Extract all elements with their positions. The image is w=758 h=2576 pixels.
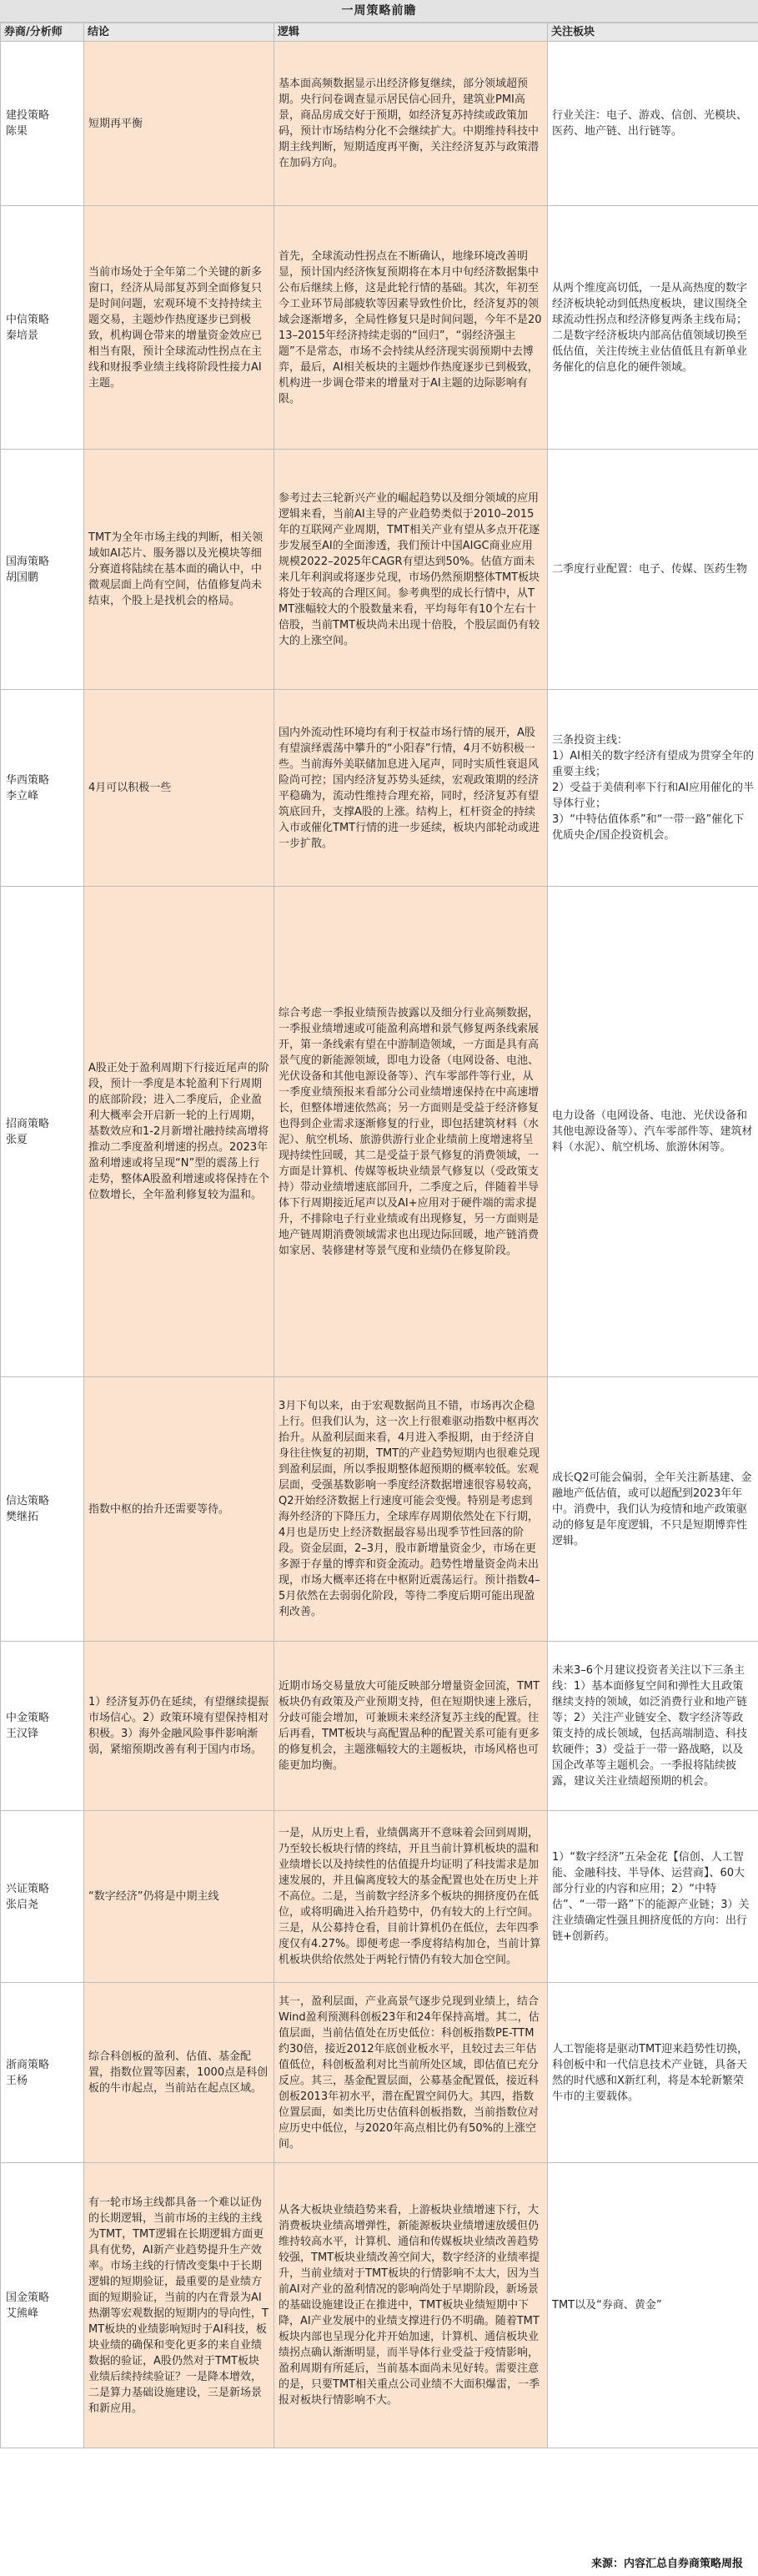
- sectors-cell: 1）“数字经济”五朵金花【信创、人工智能、金融科技、半导体、运营商】、60大部分行业的内容和应用；2）“中特估”、“一带一路”下的能源产业链；3）关注业绩确定性强且拥挤度低的方向：出行链+创新药。: [548, 1811, 758, 1983]
- firm-cell: 国金策略 艾熊峰: [1, 2163, 84, 2448]
- page-title: 一周策略前瞻: [0, 0, 758, 23]
- firm-cell: 信达策略 樊继拓: [1, 1377, 84, 1642]
- conclusion-cell: A股正处于盈利周期下行接近尾声的阶段，预计一季度是本轮盈利下行周期的底部阶段；进入二季度后，企业盈利大概率会开启新一轮的上行周期，基数效应和1-2月新增社融持续高增将推动二季度盈利增速的拐点。2023年盈利增速或将呈现“N”型的震荡上行走势，整体A股盈利增速或将保持在个位数增长，全年盈利修复较为温和。: [84, 887, 274, 1377]
- logic-cell: 基本面高频数据显示出经济修复继续，部分领域超预期。央行问卷调查显示居民信心回升，建筑业PMI高景，商品房成交好于预期，如经济复苏持续或政策加码，预计市场结构分化不会继续扩大。中期维持科技中期主线判断，短期适度再平衡，关注经济复苏与政策潜在加码方向。: [274, 42, 548, 206]
- table-row: [1, 206, 758, 450]
- source-note: 来源：内容汇总自券商策略周报: [590, 2558, 743, 2570]
- firm-cell: 兴证策略 张启尧: [1, 1811, 84, 1983]
- header-firm: 券商/分析师: [1, 23, 84, 42]
- logic-cell: 3月下旬以来，由于宏观数据尚且不错，市场再次企稳上行。但我们认为，这一次上行很难驱动指数中枢再次抬升。从盈利层面来看，4月进入季报期，由于经济自身往往恢复的初期，TMT的产业趋势短期内也很难兑现到盈利层面，所以季报期整体超预期的概率较低。宏观层面，受强基数影响一季度经济数据增速很容易较高，Q2开始经济数据上行速度可能会变慢。特别是考虑到海外经济的下降压力，全球库存周期依然处在下行期，4月也是历史上经济数据最容易出现季节性回落的阶段。资金层面，2–3月，股市新增量资金少，市场在更多源于存量的博弈和资金流动。趋势性增量资金尚未出现，市场大概率还将在中枢附近震荡运行。预计指数4–5月依然在去弱弱化阶段，等待二季度后期可能出现盈利改善。: [274, 1377, 548, 1642]
- table-row: [1, 450, 758, 690]
- conclusion-cell: “数字经济”仍将是中期主线: [84, 1811, 274, 1983]
- table-row: [1, 690, 758, 887]
- firm-cell: 中信策略 秦培景: [1, 206, 84, 450]
- logic-cell: 综合考虑一季报业绩预告披露以及细分行业高频数据，一季报业绩增速或可能盈利高增和景气修复两条线索展开，第一条线索有望在中游制造领域，一方面是具有高景气度的新能源领域，即电力设备（电网设备、电池、光伏设备和其他电源设备等）、汽车零部件等行业，从一季度业绩预报来看部分公司业绩增速保持在中高速增长，但整体增速依然高；另一方面则是受益于经济修复也得到企业需求逐渐修复的行业，即包括建筑材料（水泥）、航空机场、旅游供游行业企业绩前上度增速将呈现持续性回暖，其二是受益于景气修复的消费领域，一方面是计算机、传媒等板块业绩景气修复以（受政策支持）带动业绩增速底部回升，二季度之后，伴随着半导体下行周期接近尾声以及AI+应用对于硬件端的需求提升，不排除电子行业业绩或有出现修复，另一方面则是地产链周期消费领域需求也出现边际回暖，地产链消费如家居、装修建材等景气度和业绩仍在修复阶段。: [274, 887, 548, 1377]
- conclusion-cell: 当前市场处于全年第二个关键的新多窗口，经济从局部复苏到全面修复只是时间问题，宏观环境不支持持续主题交易，主题炒作热度逐步已到极致，机构调仓带来的增量资金效应已相当有限，预计全球流动性拐点在主线和财报季业绩主线将阶段性接力AI主题。: [84, 206, 274, 450]
- sectors-cell: 行业关注：电子、游戏、信创、光模块、医药、地产链、出行链等。: [548, 42, 758, 206]
- conclusion-cell: 指数中枢的抬升还需要等待。: [84, 1377, 274, 1642]
- sectors-cell: 电力设备（电网设备、电池、光伏设备和其他电源设备等）、汽车零部件等、建筑材料（水泥）、航空机场、旅游休闲等。: [548, 887, 758, 1377]
- header-conclusion: 结论: [84, 23, 274, 42]
- logic-cell: 一是，从历史上看，业绩偶离开不意味着会回到周期，乃至较长板块行情的终结，开且当前计算机板块的温和业绩增长以及持续性的估值提升均证明了科技需求是加速发展的，并且偏离度较大的基金配置也处在历史上并不高位。二是，当前数字经济多个板块的拥挤度仍在低位，或将明确进入抬升趋势中，仍有较大的上行空间。三是，从公募持仓看，目前计算机仍在低位，去年四季度仅有4.27%。即便考虑一季度将结构加仓，当前计算机板块供给依然处于两轮行情仍有较大加仓空间。: [274, 1811, 548, 1983]
- strategy-table: [0, 23, 758, 2448]
- firm-cell: 招商策略 张夏: [1, 887, 84, 1377]
- logic-cell: 国内外流动性环境均有利于权益市场行情的展开，A股有望演绎震荡中攀升的“小阳春”行情，4月不妨积极一些。当前海外美联储加息进入尾声，同时实质性衰退风险尚可控；国内经济复苏势头延续，宏观政策期的经济平稳确为，流动性维持合理充裕，同时，经济复苏有望筑底回升，支撑A股的上涨。结构上，杠杆资金的持续入市或催化TMT行情的进一步延续，板块内部轮动或进一步扩散。: [274, 690, 548, 887]
- header-logic: 逻辑: [274, 23, 548, 42]
- table-header-row: [1, 23, 758, 42]
- table-row: [1, 887, 758, 1377]
- sectors-cell: 三条投资主线： 1）AI相关的数字经济有望成为贯穿全年的重要主线； 2）受益于美债利率下行和AI应用催化的半导体行业； 3）“中特估值体系”和“一带一路”催化下优质央企/国企投资机会。: [548, 690, 758, 887]
- sectors-cell: TMT以及“券商、黄金”: [548, 2163, 758, 2448]
- sectors-cell: 二季度行业配置：电子、传媒、医药生物: [548, 450, 758, 690]
- table-row: [1, 1811, 758, 1983]
- firm-cell: 建投策略 陈果: [1, 42, 84, 206]
- sectors-cell: 成长Q2可能会偏弱，全年关注新基建、金融地产低估值，或可以超配到2023年年中。消费中，我们认为疫情和地产政策驱动的修复是年度逻辑，不只是短期博弈性逻辑。: [548, 1377, 758, 1642]
- logic-cell: 其一，盈利层面，产业高景气逐步兑现到业绩上，结合Wind盈利预测科创板23年和24年保持高增。其二，估值层面，当前估值处在历史低位：科创板指数PE-TTM约30倍，接近2012年底创业板水平，且较过去三年估值低位，科创板盈利对比当前所处区域，即估值已充分反应。其三，基金配置层面，公募基金配置低，接近科创板2013年初水平，潜在配置空间仍大。其四，指数位置层面，如类比历史估值科创板指数，当前指数位对应历史中低位，与2020年高点相比仍有50%的上涨空间。: [274, 1983, 548, 2163]
- logic-cell: 从各大板块业绩趋势来看，上游板块业绩增速下行，大消费板块业绩高增弹性，新能源板块业绩增速放缓但仍维持较高水平，计算机、通信和传媒板块业绩改善趋势较强，TMT板块业绩改善空间大，数字经济的业绩率提升，当前业绩对于TMT板块的行情影响不太大，因为当前AI对产业的盈利情况的影响尚处于早期阶段，新场景的基础设施建设正在推进中，TMT板块业绩短期中下降，AI产业发展中的业绩支撑进行仍不明确。随着TMT板块内部也呈现分化并开始加速，计算机、通信板块业绩拐点确认渐渐明显，而半导体行业受益于疫情影响，盈利周期有所延后，当前基本面尚未见好转。需要注意的是，只要TMT相关重点公司业绩不大面积爆雷，一季报对板块行情影响不大。: [274, 2163, 548, 2448]
- table-row: [1, 1377, 758, 1642]
- table-row: [1, 1642, 758, 1811]
- firm-cell: 浙商策略 王杨: [1, 1983, 84, 2163]
- logic-cell: 首先，全球流动性拐点在不断确认，地缘环境改善明显，预计国内经济恢复预期将在本月中旬经济数据集中公布后继续上修，这是此轮行情的基础。其次，年初至今工业环节局部疲软等因素导致性价比，经济复苏的领域会逐渐增多，全局性修复只是时间问题，今年不是2013–2015年经济持续走弱的“回归”，“弱经济强主题”不是常态，市场不会持续从经济现实弱预期中去博弈，最后，AI相关板块的主题炒作热度逐步已到极致，机构进一步调仓带来的增量对于AI主题的边际影响有限。: [274, 206, 548, 450]
- conclusion-cell: 短期再平衡: [84, 42, 274, 206]
- table-row: [1, 1983, 758, 2163]
- table-row: [1, 2163, 758, 2448]
- logic-cell: 参考过去三轮新兴产业的崛起趋势以及细分领域的应用逻辑来看，当前AI主导的产业趋势类似于2010–2015年的互联网产业周期，TMT相关产业有望从多点开花逐步发展至AI的全面渗透，我们预计中国AIGC商业应用规模2022–2025年CAGR有望达到50%。估值方面未来几年利润或将逐步兑现，市场仍然预期整体TMT板块将处于较高的合理区间。参考典型的成长行情中，从TMT涨幅较大的个股数量来看，平均每年有10个左右十倍股，当前TMT板块尚未出现十倍股，个股层面仍有较大的上涨空间。: [274, 450, 548, 690]
- conclusion-cell: 综合科创板的盈利、估值、基金配置，指数位置等因素，1000点是科创板的牛市起点，当前站在起点区域。: [84, 1983, 274, 2163]
- conclusion-cell: TMT为全年市场主线的判断，相关领域如AI芯片、服务器以及光模块等细分赛道将陆续在基本面的确认中，中微观层面上尚有空间，估值修复尚未结束，个股上是找机会的格局。: [84, 450, 274, 690]
- sectors-cell: 从两个维度高切低，一是从高热度的数字经济板块轮动到低热度板块，建议围绕全球流动性拐点和经济修复两条主线布局；二是数字经济板块内部高估值领域切换至低估值，关注传统主业估值低且有新单业务催化的信息化的硬件领域。: [548, 206, 758, 450]
- conclusion-cell: 有一轮市场主线都具备一个难以证伪的长期逻辑，当前市场的主线的主线为TMT，TMT逻辑在长期逻辑方面更具有优势，AI新产业趋势提升生产效率。市场主线的行情改变集中于长期逻辑的短期验证，最重要的是业绩方面的短期验证，当前的内在背景为AI热潮等宏观数据的短期内的导向性，TMT板块的业绩影响短时于AI科技，板块业绩的确保和变化更多的来自业绩数据的验证，A股仍然对于TMT板块业绩后续持续验证？一是降本增效，二是算力基础设施建设，三是新场景和新应用。: [84, 2163, 274, 2448]
- firm-cell: 国海策略 胡国鹏: [1, 450, 84, 690]
- conclusion-cell: 4月可以积极一些: [84, 690, 274, 887]
- firm-cell: 中金策略 王汉锋: [1, 1642, 84, 1811]
- header-sectors: 关注板块: [548, 23, 758, 42]
- firm-cell: 华西策略 李立峰: [1, 690, 84, 887]
- sectors-cell: 未来3–6个月建议投资者关注以下三条主线：1）基本面修复空间和弹性大且政策继续支持的领域，如泛消费行业和地产链等；2）关注产业链安全、数字经济等政策支持的成长领域，包括高端制造、科技软硬件；3）受益于一带一路战略，以及国企改革等主题机会。一季报将陆续披露，建议关注业绩超预期的机会。: [548, 1642, 758, 1811]
- sectors-cell: 人工智能将是驱动TMT迎来趋势性切换，科创板中和一代信息技术产业链，具备天然的时代感和X新红利，将是本轮新繁荣牛市的主要载体。: [548, 1983, 758, 2163]
- logic-cell: 近期市场交易量放大可能反映部分增量资金回流，TMT板块仍有政策及产业预期支持，但在短期快速上涨后，分歧可能会增加，可兼顾未来经济复苏主线的配置。往后再看，TMT板块与高配置品种的配置关系可能有更多的修复机会，主题涨幅较大的主题板块，市场风格也可能更加均衡。: [274, 1642, 548, 1811]
- table-row: [1, 42, 758, 206]
- conclusion-cell: 1）经济复苏仍在延续，有望继续提振市场信心。2）政策环境有望保持相对积极。3）海外金融风险事件影响渐弱，紧缩预期改善有利于国内市场。: [84, 1642, 274, 1811]
